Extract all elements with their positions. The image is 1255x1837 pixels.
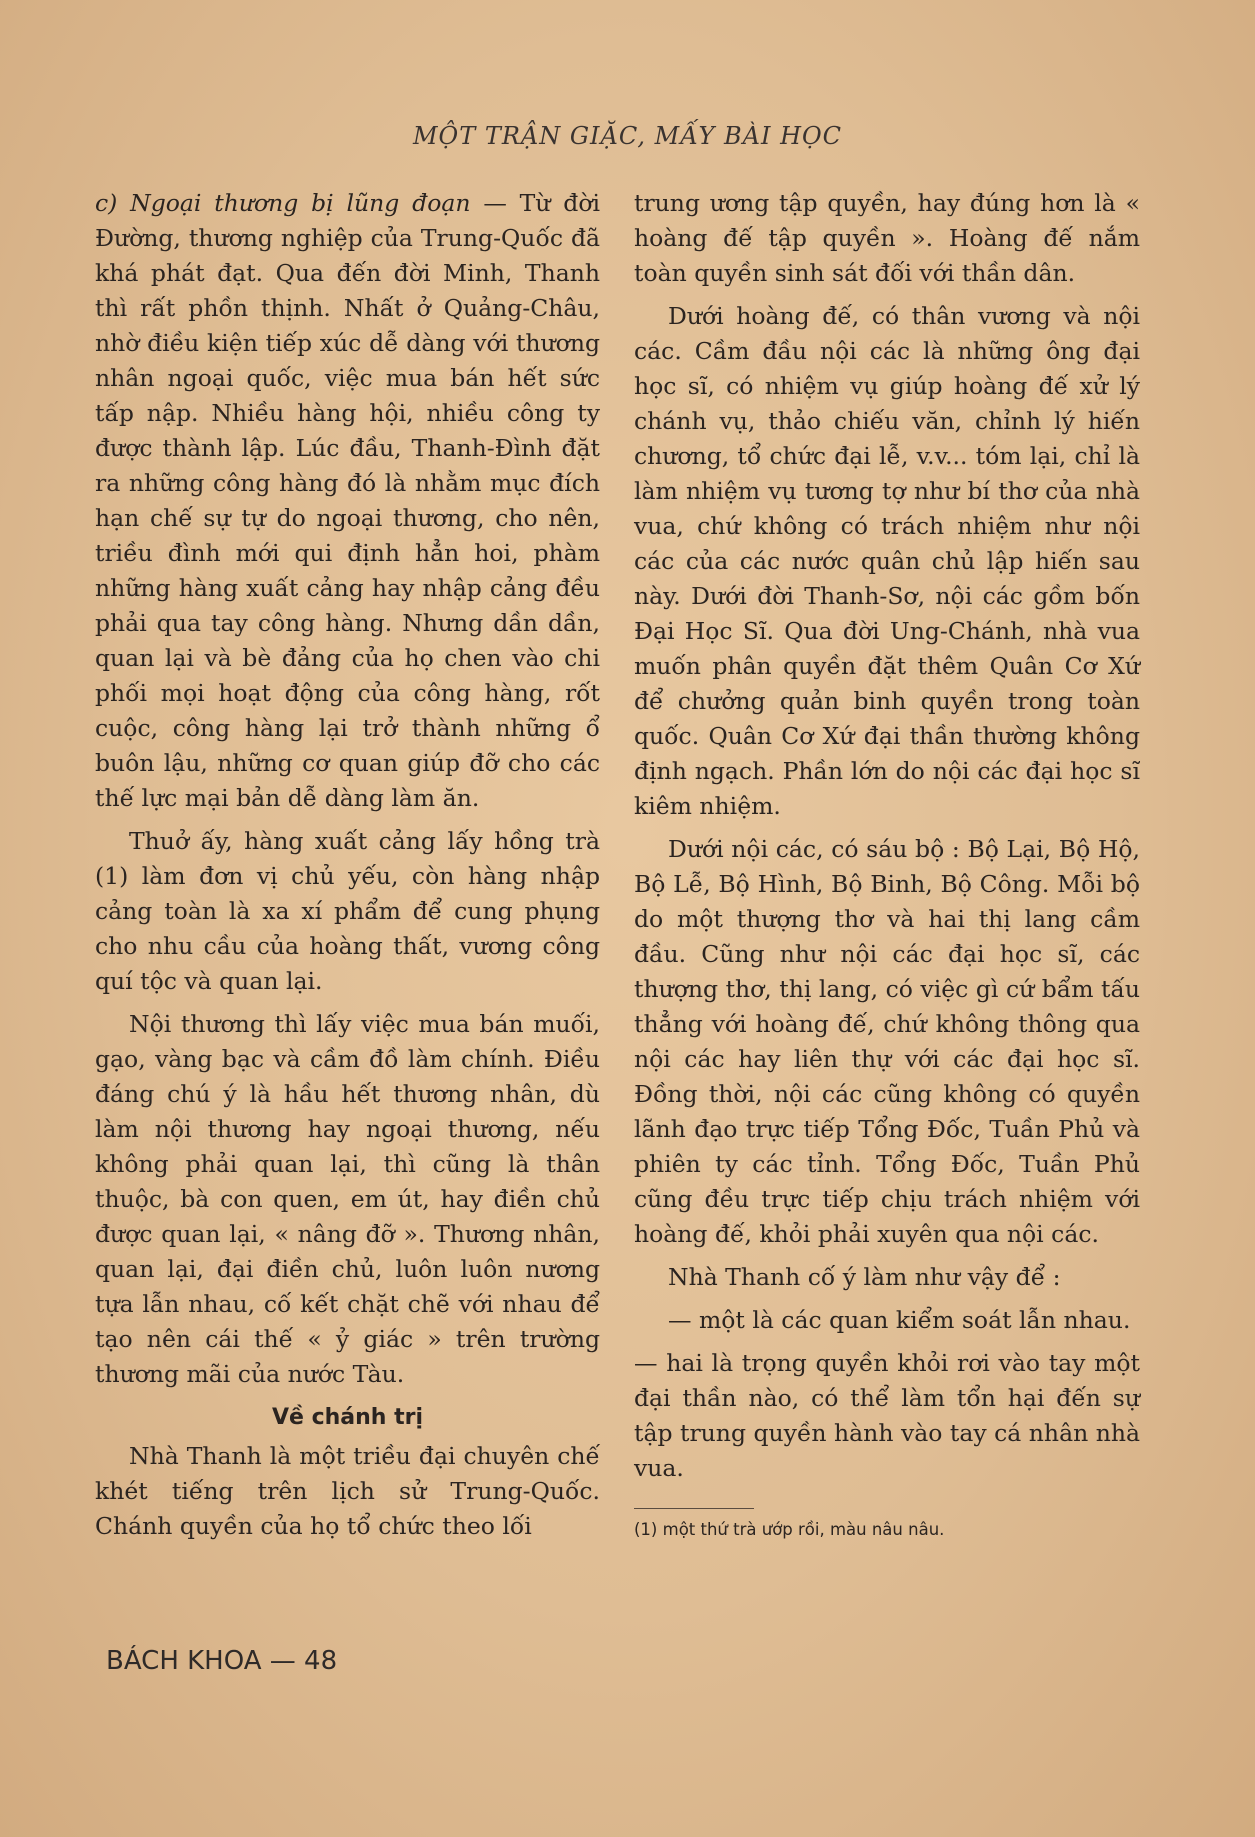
paragraph: — hai là trọng quyền khỏi rơi vào tay một đại thần nào, có thể làm tổn hại đến sự tập trung quyền hành vào tay cá nhân nhà vua. — [634, 1349, 1140, 1482]
footnote-rule — [634, 1508, 754, 1509]
paragraph: Dưới hoàng đế, có thân vương và nội các. Cầm đầu nội các là những ông đại học sĩ, có nhiệm vụ giúp hoàng đế xử lý chánh vụ, thảo chiếu văn, chỉnh lý hiến chương, tổ chức đại lễ, v.v... tóm lại, chỉ là làm nhiệm vụ tương tợ như bí thơ của nhà vua, chứ không có trách nhiệm như nội các của các nước quân chủ lập hiến sau này. Dưới đời Thanh-Sơ, nội các gồm bốn Đại Học Sĩ. Qua đời Ung-Chánh, nhà vua muốn phân quyền đặt thêm Quân Cơ Xứ để chưởng quản binh quyền trong toàn quốc. Quân Cơ Xứ đại thần thường không định ngạch. Phần lớn do nội các đại học sĩ kiêm nhiệm. — [634, 302, 1140, 820]
paragraph: Thuở ấy, hàng xuất cảng lấy hồng trà (1) làm đơn vị chủ yếu, còn hàng nhập cảng toàn là xa xí phẩm để cung phụng cho nhu cầu của hoàng thất, vương công quí tộc và quan lại. — [95, 827, 600, 995]
running-header: MỘT TRẬN GIẶC, MẤY BÀI HỌC — [412, 122, 843, 150]
paragraph — [95, 186, 600, 816]
paragraph: trung ương tập quyền, hay đúng hơn là « hoàng đế tập quyền ». Hoàng đế nắm toàn quyền sinh sát đối với thần dân. — [634, 189, 1140, 287]
paragraph: — một là các quan kiểm soát lẫn nhau. — [668, 1306, 1131, 1334]
footnote: (1) một thứ trà ướp rồi, màu nâu nâu. — [634, 1520, 945, 1539]
paragraph: Dưới nội các, có sáu bộ : Bộ Lại, Bộ Hộ, Bộ Lễ, Bộ Hình, Bộ Binh, Bộ Công. Mỗi bộ do một thượng thơ và hai thị lang cầm đầu. Cũng như nội các đại học sĩ, các thượng thơ, thị lang, có việc gì cứ bẩm tấu thẳng với hoàng đế, chứ không thông qua nội các hay liên thự với các đại học sĩ. Đồng thời, nội các cũng không có quyền lãnh đạo trực tiếp Tổng Đốc, Tuần Phủ và phiên ty các tỉnh. Tổng Đốc, Tuần Phủ cũng đều trực tiếp chịu trách nhiệm với hoàng đế, khỏi phải xuyên qua nội các. — [634, 835, 1140, 1248]
paragraph: Nội thương thì lấy việc mua bán muối, gạo, vàng bạc và cầm đồ làm chính. Điều đáng chú ý là hầu hết thương nhân, dù làm nội thương hay ngoại thương, nếu không phải quan lại, thì cũng là thân thuộc, bà con quen, em út, hay điền chủ được quan lại, « nâng đỡ ». Thương nhân, quan lại, đại điền chủ, luôn luôn nương tựa lẫn nhau, cố kết chặt chẽ với nhau để tạo nên cái thế « ỷ giác » trên trường thương mãi của nước Tàu. — [95, 1010, 600, 1388]
paragraph-text: — Từ đời Đường, thương nghiệp của Trung-Quốc đã khá phát đạt. Qua đến đời Minh, Thanh thì rất phồn thịnh. Nhất ở Quảng-Châu, nhờ điều kiện tiếp xúc dễ dàng với thương nhân ngoại quốc, việc mua bán hết sức tấp nập. Nhiều hàng hội, nhiều công ty được thành lập. Lúc đầu, Thanh-Đình đặt ra những công hàng đó là nhằm mục đích hạn chế sự tự do ngoại thương, cho nên, triều đình mới qui định hẳn hoi, phàm những hàng xuất cảng hay nhập cảng đều phải qua tay công hàng. Nhưng dần dần, quan lại và bè đảng của họ chen vào chi phối mọi hoạt động của công hàng, rốt cuộc, công hàng lại trở thành những ổ buôn lậu, những cơ quan giúp đỡ cho các thế lực mại bản dễ dàng làm ăn. — [95, 189, 600, 812]
page-footer: BÁCH KHOA — 48 — [106, 1646, 338, 1676]
paragraph: Nhà Thanh cố ý làm như vậy để : — [668, 1263, 1061, 1291]
section-title: Về chánh trị — [271, 1405, 424, 1430]
right-column — [634, 186, 1140, 1543]
section-lead: c) Ngoại thương bị lũng đoạn — [95, 189, 471, 217]
left-column — [95, 186, 600, 1552]
paragraph: Nhà Thanh là một triều đại chuyên chế khét tiếng trên lịch sử Trung-Quốc. Chánh quyền của họ tổ chức theo lối — [95, 1442, 600, 1540]
